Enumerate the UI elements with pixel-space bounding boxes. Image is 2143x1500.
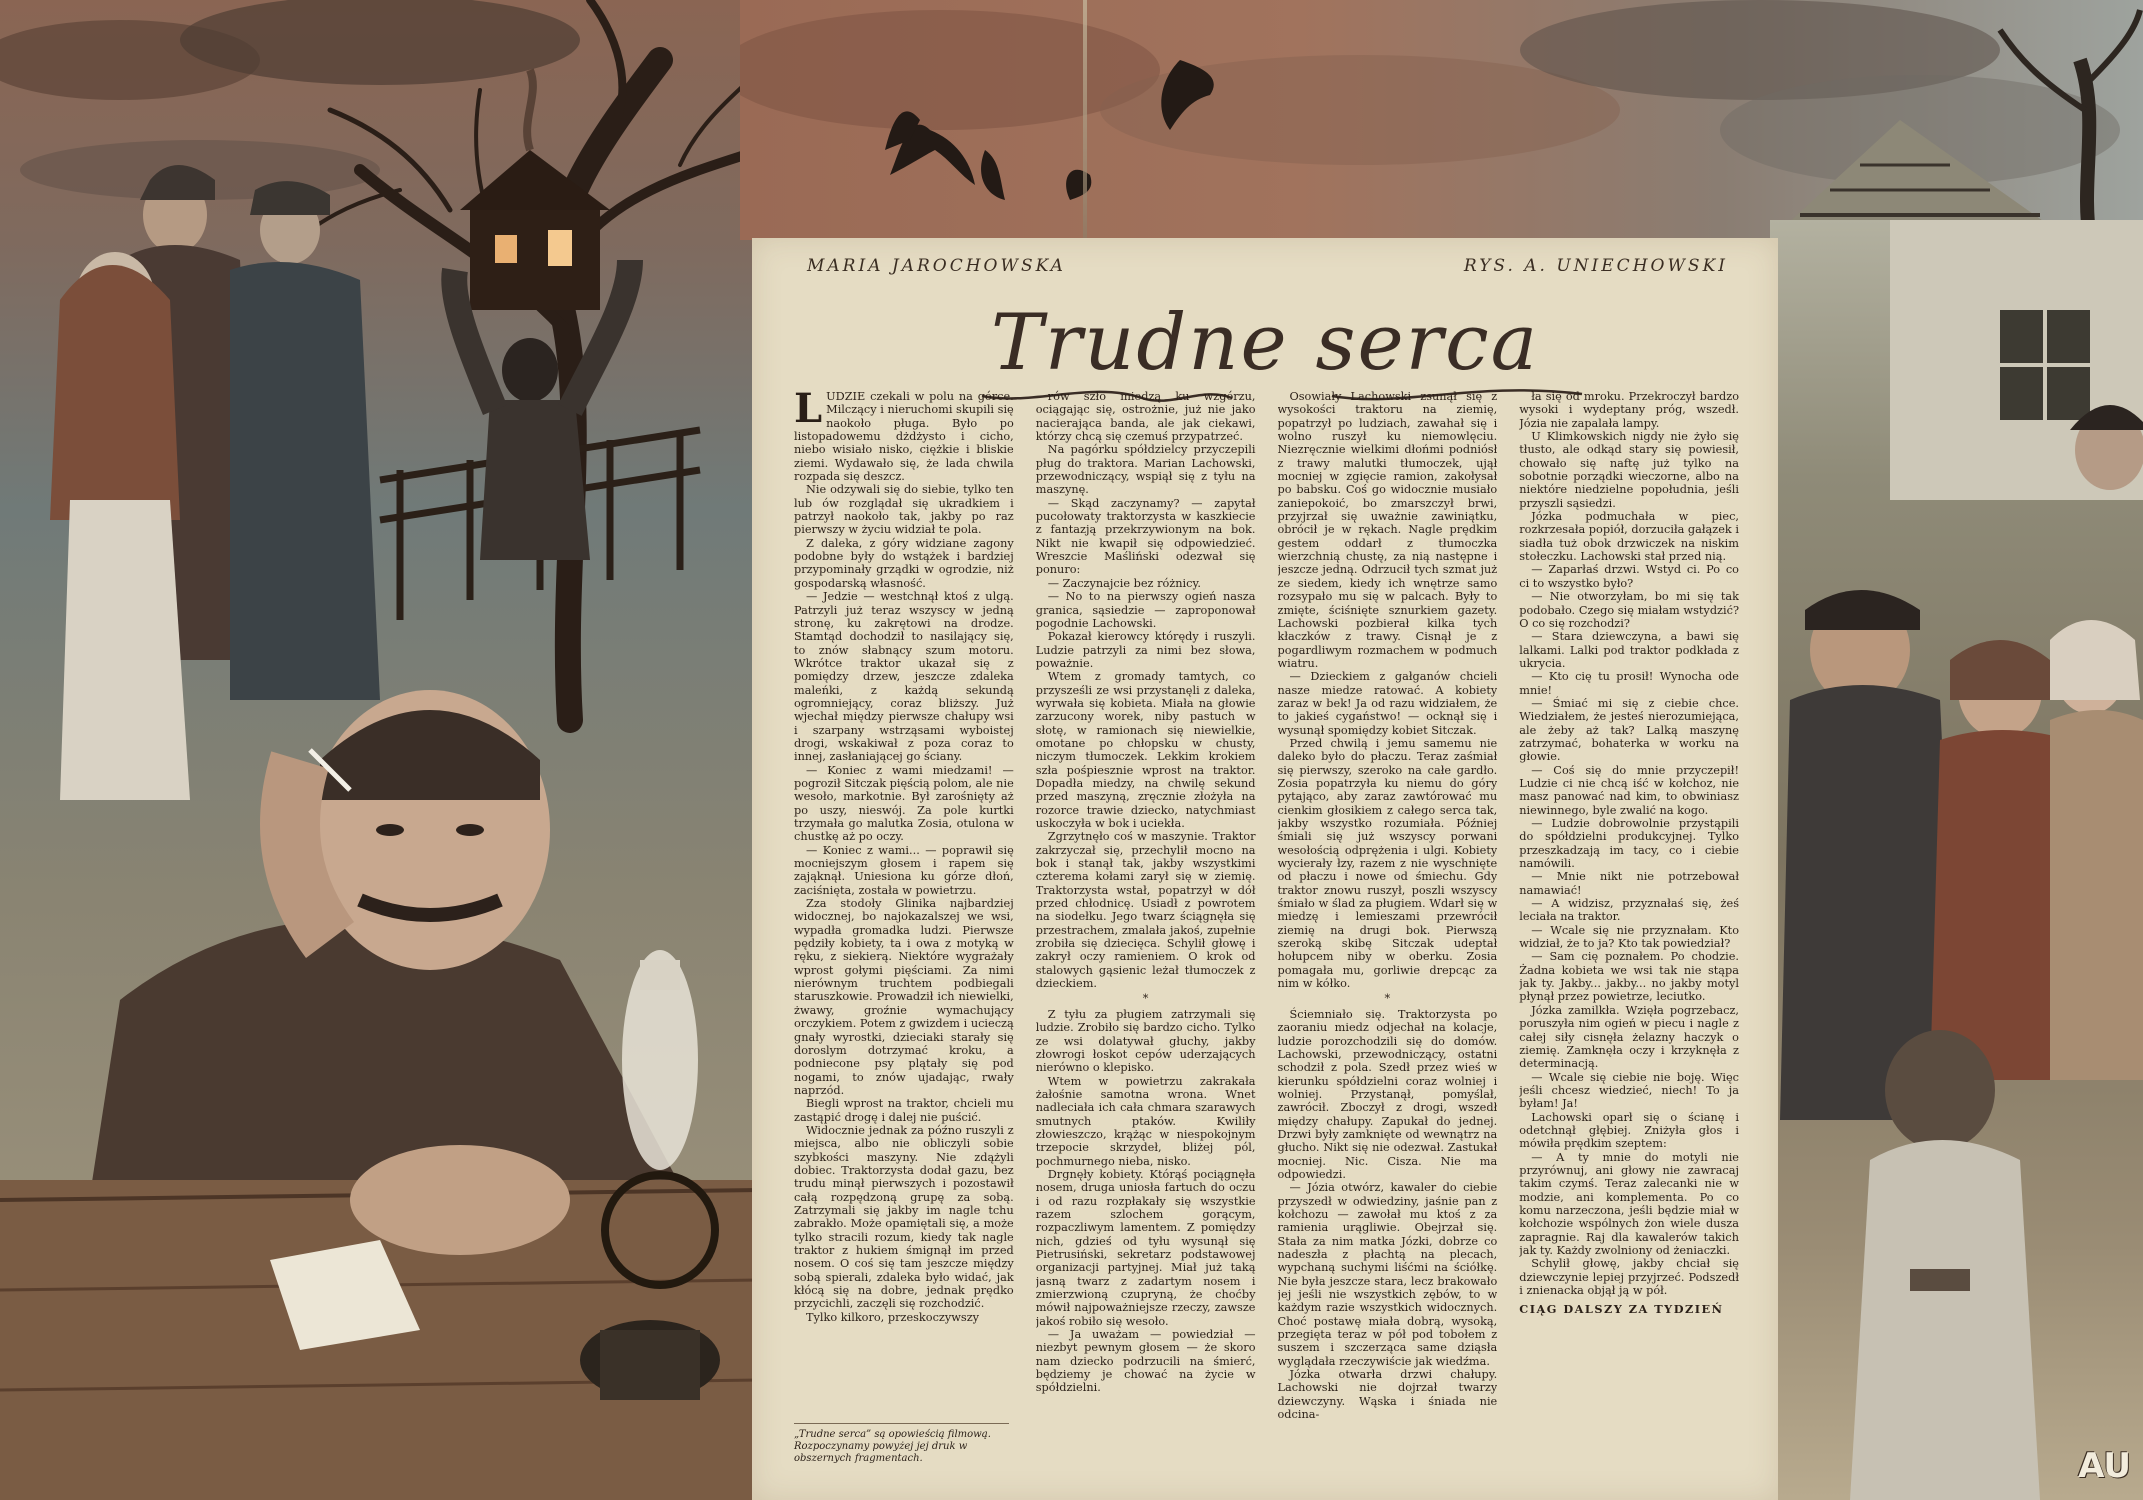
paragraph: Na pagórku spółdzielcy przyczepili pług do traktora. Marian Lachowski, przewodniczący, wspiął się z tyłu na maszynę. <box>1035 443 1256 497</box>
paragraph: Widocznie jednak za późno ruszyli z miejsca, albo nie obliczyli sobie szybkości maszyny. Nie zdążyli dobiec. Traktorzysta dodał gazu, bez trudu minął pierwszych i pozostawił całą rozpędzoną grupę za sobą. Zatrzymali się jakby im nagle tchu zabrakło. Może opamiętali się, a może tylko stracili rozum, kiedy tak nagle traktor z hukiem śmignął im przed nosem. O coś się tam jeszcze między sobą spierali, zdaleka było widać, jak kłócą się na dobre, jednak prędko przycichli, zaczęli się rozchodzić. <box>794 1123 1014 1311</box>
article-column-3 <box>1278 390 1498 1430</box>
paragraph <box>794 390 1014 483</box>
section-separator: * <box>1142 992 1149 1006</box>
villagers-left <box>50 165 380 800</box>
article-page <box>752 238 1778 1500</box>
paragraph: Przed chwilą i jemu samemu nie daleko było do płaczu. Teraz zaśmiał się pierwszy, szeroko na całe gardło. Zosia popatrzyła ku niemu do góry pytająco, aby zaraz zawtórować mu cienkim głosikiem z całego serca tak, jakby wszystko rozumiała. Później śmiali się już wszyscy porwani wesołością odprężenia i ulgi. Kobiety wycierały łzy, razem z nie wyschnięte od płaczu i nowe od śmiechu. Gdy traktor znowu ruszył, poszli wszyscy śmiało w ślad za pługiem. Wdarł się w miedzę i lemieszami przewrócił ziemię na drugi bok. Pierwszą szeroką skibę Sitczak udeptał hołupcem niby w oberku. Zosia pomagała mu, gorliwie drepcąc za nim w kółko. <box>1277 736 1498 991</box>
paragraph: Józka podmuchała w piec, rozkrzesała popiół, dorzuciła gałązek i siadła tuż obok drzwiczek na niskim stołeczku. Lachowski stał przed nią. <box>1519 510 1739 564</box>
paragraph: Józka otwarła drzwi chałupy. Lachowski nie dojrzał twarzy dziewczyny. Wąska i śniada nie odcina- <box>1277 1368 1498 1422</box>
paragraph: Tylko kilkoro, przeskoczywszy <box>806 1310 980 1324</box>
illustrator-signature: AU <box>2078 1446 2131 1486</box>
paragraph: Lachowski oparł się o ścianę i odetchnął głębiej. Zniżyła głos i mówiła prędkim szeptem: <box>1519 1110 1739 1151</box>
paragraph: Nie odzywali się do siebie, tylko ten lub ów rozglądał się ukradkiem i patrzył naokoło tak, jakby po raz pierwszy w życiu widział te pola. <box>794 483 1014 537</box>
paragraph-text: UDZIE czekali w polu na górce. Milczący i nieruchomi skupili się naokoło pługa. Było po listopadowemu dżdżysto i cicho, niebo wisiało nisko, ciężkie i bliskie ziemi. Wydawało się, że lada chwila rozpada się deszcz. <box>794 390 1014 484</box>
villagers-crowd <box>1780 405 2143 1500</box>
paragraph: — Zaczynajcie bez różnicy. <box>1047 576 1201 590</box>
paragraph: Zgrzytnęło coś w maszynie. Traktor zakrzyczał się, przechylił mocno na bok i stanął tak, jakby wszystkimi czterema kołami zarył się w ziemię. Traktorzysta wstał, popatrzył w dół przed chłodnicę. Usiadł z powrotem na siodełku. Jego twarz ściągnęła się przestrachem, zmalała jakoś, zupełnie zrobiła się dziecięca. Schylił głowę i zakrył oczy ramieniem. O krok od stalowych gąsienic leżał tłumoczek z dzieckiem. <box>1035 830 1256 991</box>
article-column-4 <box>1519 390 1739 1430</box>
paragraph: Biegli wprost na traktor, chcieli mu zastąpić drogę i dalej nie puścić. <box>794 1097 1014 1124</box>
illustrator-byline: RYS. A. UNIECHOWSKI <box>1463 256 1728 276</box>
paragraph: Osowiały Lachowski zsunął się z wysokości traktoru na ziemię, popatrzył po ludziach, zawahał się i wolno ruszył ku niemowlęciu. Niezręcznie wielkimi dłońmi podniósł z trawy malutki tłumoczek, ujął mocniej w zgięcie ramion, zakołysał po babsku. Coś go widocznie musiało zaniepokoić, bo zmarszczył brwi, przyjrzał się uważnie zawiniątku, obrócił je w rękach. Nagle prędkim gestem oddarł z tłumoczka wierzchnią chustę, za nią następne i jeszcze jedną. Odrzucił tych szmat już ze siedem, kiedy ich wnętrze samo rozsypało mu się w palcach. Były to zmięte, ściśnięte sznurkiem gazety. Lachowski pozbierał kilka tych kłaczków z trawy. Cisnął je z pogardliwym rozmachem w podmuch wiatru. <box>1277 390 1498 670</box>
continued-notice: CIĄG DALSZY ZA TYDZIEŃ <box>1519 1302 1724 1317</box>
top-illustration <box>740 0 2143 240</box>
article-columns <box>794 390 1739 1430</box>
paragraph: — A widzisz, przyznałaś się, żeś leciała na traktor. <box>1519 897 1739 924</box>
article-column-1 <box>794 390 1014 1430</box>
article-column-2 <box>1036 390 1256 1430</box>
section-separator: * <box>1384 992 1391 1006</box>
paragraph: — Skąd zaczynamy? — zapytał pucołowaty traktorzysta w kaszkiecie z fantazją przekrzywionym na bok. Nikt nie kwapił się odpowiedzieć. Wreszcie Maśliński odezwał się ponuro: <box>1035 496 1256 577</box>
paragraph: rów szło miedzą ku wzgórzu, ociągając się, ostrożnie, już nie jako nacierająca banda, ale jak ciekawi, którzy chcą się czemuś przypatrzeć. <box>1035 390 1256 444</box>
paragraph: — Józia otwórz, kawaler do ciebie przyszedł w odwiedziny, jaśnie pan z kołchozu — zawołał mu ktoś z za ramienia urągliwie. Obejrzał się. Stała za nim matka Józki, dobrze co nadeszła z płachtą na plecach, wypchaną suchymi liśćmi na ściółkę. Nie była jeszcze stara, lecz brakowało jej jeśli nie wszystkich zębów, to w każdym razie wszystkich widocznych. Choć postawę miała dobrą, wysoką, przegięta teraz w pół pod tobołem z suszem i szczerząca same dziąsła wyglądała rzeczywiście jak wiedźma. <box>1277 1181 1498 1368</box>
paragraph: ła się od mroku. Przekroczył bardzo wysoki i wydeptany próg, wszedł. Józia nie zapalała lampy. <box>1519 390 1739 430</box>
paragraph: Z tyłu za pługiem zatrzymali się ludzie. Zrobiło się bardzo cicho. Tylko ze wsi dolatywał głuchy, jakby złowrogi łoskot cepów uderzających nierówno o klepisko. <box>1035 1007 1256 1075</box>
article-title: Trudne serca <box>990 298 1540 388</box>
paragraph: — Mnie nikt nie potrzebował namawiać! <box>1519 870 1739 897</box>
paragraph: — Śmiać mi się z ciebie chce. Wiedziałem, że jesteś nierozumiejąca, ale żeby aż tak? Lalką maszynę zatrzymać, bohaterka w worku na głowie. <box>1519 696 1739 764</box>
paragraph: Wtem z gromady tamtych, co przysześli ze wsi przystanęli z daleka, wyrwała się kobieta. Miała na głowie zarzucony worek, niby pastuch w słotę, w ramionach się niewielkie, omotane po chłopsku w chusty, niczym tłumoczek. Lekkim krokiem szła pośpiesznie wprost na traktor. Dopadła miedzy, na chwilę sekund przed maszyną, zręcznie złożyła na rozorce trawie dziecko, natychmiast uskoczyła w bok i uciekła. <box>1035 670 1256 830</box>
paragraph: — Stara dziewczyna, a bawi się lalkami. Lalki pod traktor podkłada z ukrycia. <box>1519 630 1739 670</box>
paragraph: Wtem w powietrzu zakrakała żałośnie samotna wrona. Wnet nadleciała ich cała chmara szarawych smutnych ptaków. Kwiliły złowieszczo, krążąc w niespokojnym trzepocie skrzydeł, bliżej pól, pochmurnego nieba, nisko. <box>1035 1074 1256 1168</box>
paragraph: — A ty mnie do motyli nie przyrównuj, ani głowy nie zawracaj takim czymś. Teraz zalecanki nie w modzie, ani komplementa. Po co komu narzeczona, jeśli będzie miał w kołchozie wspólnych żon wiele dusza zapragnie. Raj dla kawalerów takich jak ty. Każdy zwolniony od żeniaczki. <box>1519 1150 1739 1257</box>
paragraph: — Dzieckiem z gałganów chcieli nasze miedze ratować. A kobiety zaraz w bek! Ja od razu widziałem, że to jakieś cygaństwo! — ocknął się i wysunął spomiędzy kobiet Sitczak. <box>1277 670 1498 737</box>
paragraph: Z daleka, z góry widziane zagony podobne były do wstążek i bardziej przypominały grządki w ogrodzie, niż gospodarską własność. <box>794 536 1014 590</box>
paragraph: Schylił głowę, jakby chciał się dziewczynie lepiej przyjrzeć. Podszedł i znienacka objął ją w pół. <box>1519 1257 1739 1298</box>
right-illustration <box>1770 220 2143 1500</box>
paragraph: — Zaparłaś drzwi. Wstyd ci. Po co ci to wszystko było? <box>1519 563 1739 590</box>
paragraph: Zza stodoły Glinika najbardziej widocznej, bo najokazalszej we wsi, wypadła gromadka ludzi. Pierwsze pędziły kobiety, ta i owa z motyką w ręku, z siekierą. Niektóre wygrażały wprost gołymi pięściami. Za nimi nierównym truchtem podbiegali staruszkowie. Prowadził ich niewielki, żwawy, groźnie wymachujący orczykiem. Potem z gwizdem i ucieczą gnały wyrostki, dzieciaki starały się doroslym dotrzymać kroku, a podniecone psy plątały się pod nogami, to znów ujadając, rwały naprzód. <box>794 897 1014 1097</box>
paragraph: Ściemniało się. Traktorzysta po zaoraniu miedz odjechał na kolacje, ludzie porozchodzili się do domów. Lachowski, przewodniczący, ostatni schodził z pola. Szedł przez wieś w kierunku spółdzielni coraz wolniej i wolniej. Przystanął, pomyślał, zawrócił. Zboczył z drogi, wszedł między chałupy. Zapukał do jednej. Drzwi były zamknięte od wewnątrz na głucho. Nikt się nie odezwał. Zastukał mocniej. Nic. Cisza. Nie ma odpowiedzi. <box>1277 1007 1498 1181</box>
left-illustration <box>0 0 760 1500</box>
paragraph: — Koniec z wami miedzami! — pogroził Sitczak pięścią polom, ale nie wesoło, markotnie. Był zarośnięty aż po uszy, nieswój. Za pole kurtki trzymała go malutka Zosia, otulona w chustkę aż po oczy. <box>794 763 1014 844</box>
paragraph: — Nie otworzyłam, bo mi się tak podobało. Czego się miałam wstydzić? O co się rozchodzi? <box>1519 590 1739 630</box>
paragraph: Drgnęły kobiety. Którąś pociągnęła nosem, druga uniosła fartuch do oczu i od razu rozpłakały się wszystkie razem szlochem gorącym, rozpaczliwym lamentem. Z pomiędzy nich, gdzieś od tyłu wysunął się Pietrusiński, sekretarz podstawowej organizacji partyjnej. Miał już taką jasną twarz z zadartym nosem i zmierzwioną czupryną, że choćby mówił najpoważniejsze rzeczy, zawsze jakoś robiło się wesoło. <box>1035 1167 1256 1328</box>
paragraph: — No to na pierwszy ogień nasza granica, sąsiedzie — zaproponował pogodnie Lachowski. <box>1035 590 1256 630</box>
article-footnote: „Trudne serca” są opowieścią filmową. Rozpoczynamy powyżej jej druk w obszernych fragmentach. <box>794 1423 1009 1465</box>
paragraph: — Ludzie dobrowolnie przystąpili do spółdzielni produkcyjnej. Tylko przeszkadzają im tacy, co i ciebie namówili. <box>1519 817 1739 871</box>
paragraph: — Kto cię tu prosił! Wynocha ode mnie! <box>1519 670 1739 697</box>
paragraph: — Jedzie — westchnął ktoś z ulgą. Patrzyli już teraz wszyscy w jedną stronę, ku zakrętowi na drodze. Stamtąd dochodził to nasilający się, to znów słabnący szum motoru. Wkrótce traktor ukazał się z pomiędzy drzew, jeszcze zdaleka maleńki, z każdą sekundą ogromniejący, coraz bliższy. Już wjechał między pierwsze chałupy wsi i szarpany wstrząsami wyboistej drogi, wskakiwał z poza coraz to innej, zasłaniającej go ściany. <box>794 590 1014 764</box>
paragraph: Józka zamilkła. Wzięła pogrzebacz, poruszyła nim ogień w piecu i nagle z całej siły cisnęła żelazny haczyk o ziemię. Zamknęła oczy i krzyknęła z determinacją. <box>1519 1003 1739 1071</box>
paragraph: — Wcale się nie przyznałam. Kto widział, że to ja? Kto tak powiedział? <box>1519 923 1739 951</box>
paragraph: U Klimkowskich nigdy nie żyło się tłusto, ale odkąd stary się powiesił, chowało się naftę już tylko na sobotnie porządki wieczorne, albo na niektóre niedzielne popołudnia, jeśli przyszli sąsiedzi. <box>1519 430 1739 510</box>
paragraph: — Coś się do mnie przyczepił! Ludzie ci nie chcą iść w kołchoz, nie masz panować nad kim, to obwiniasz niewinnego, byle zwalić na kogo. <box>1519 763 1739 817</box>
drop-cap: L <box>794 390 823 432</box>
paragraph: Pokazał kierowcy którędy i ruszyli. Ludzie patrzyli za nimi bez słowa, poważnie. <box>1035 630 1256 670</box>
paragraph: — Wcale się ciebie nie boję. Więc jeśli chcesz wiedzieć, niech! To ja byłam! Ja! <box>1519 1070 1739 1111</box>
paragraph: — Sam cię poznałem. Po chodzie. Żadna kobieta we wsi tak nie stąpa jak ty. Jakby... jakby... no jakby motyl płynął przez powietrze, leciutko. <box>1519 950 1739 1004</box>
author-byline: MARIA JAROCHOWSKA <box>807 256 1066 276</box>
paragraph: — Koniec z wami... — poprawił się mocniejszym głosem i rapem się zająknął. Uniesiona ku górze dłoń, zaciśnięta, została w powietrzu. <box>794 843 1014 897</box>
page-fold <box>1083 0 1087 240</box>
paragraph: — Ja uważam — powiedział — niezbyt pewnym głosem — że skoro nam dziecko podrzucili na śmierć, będziemy je chować na życie w spółdzielni. <box>1035 1328 1256 1395</box>
